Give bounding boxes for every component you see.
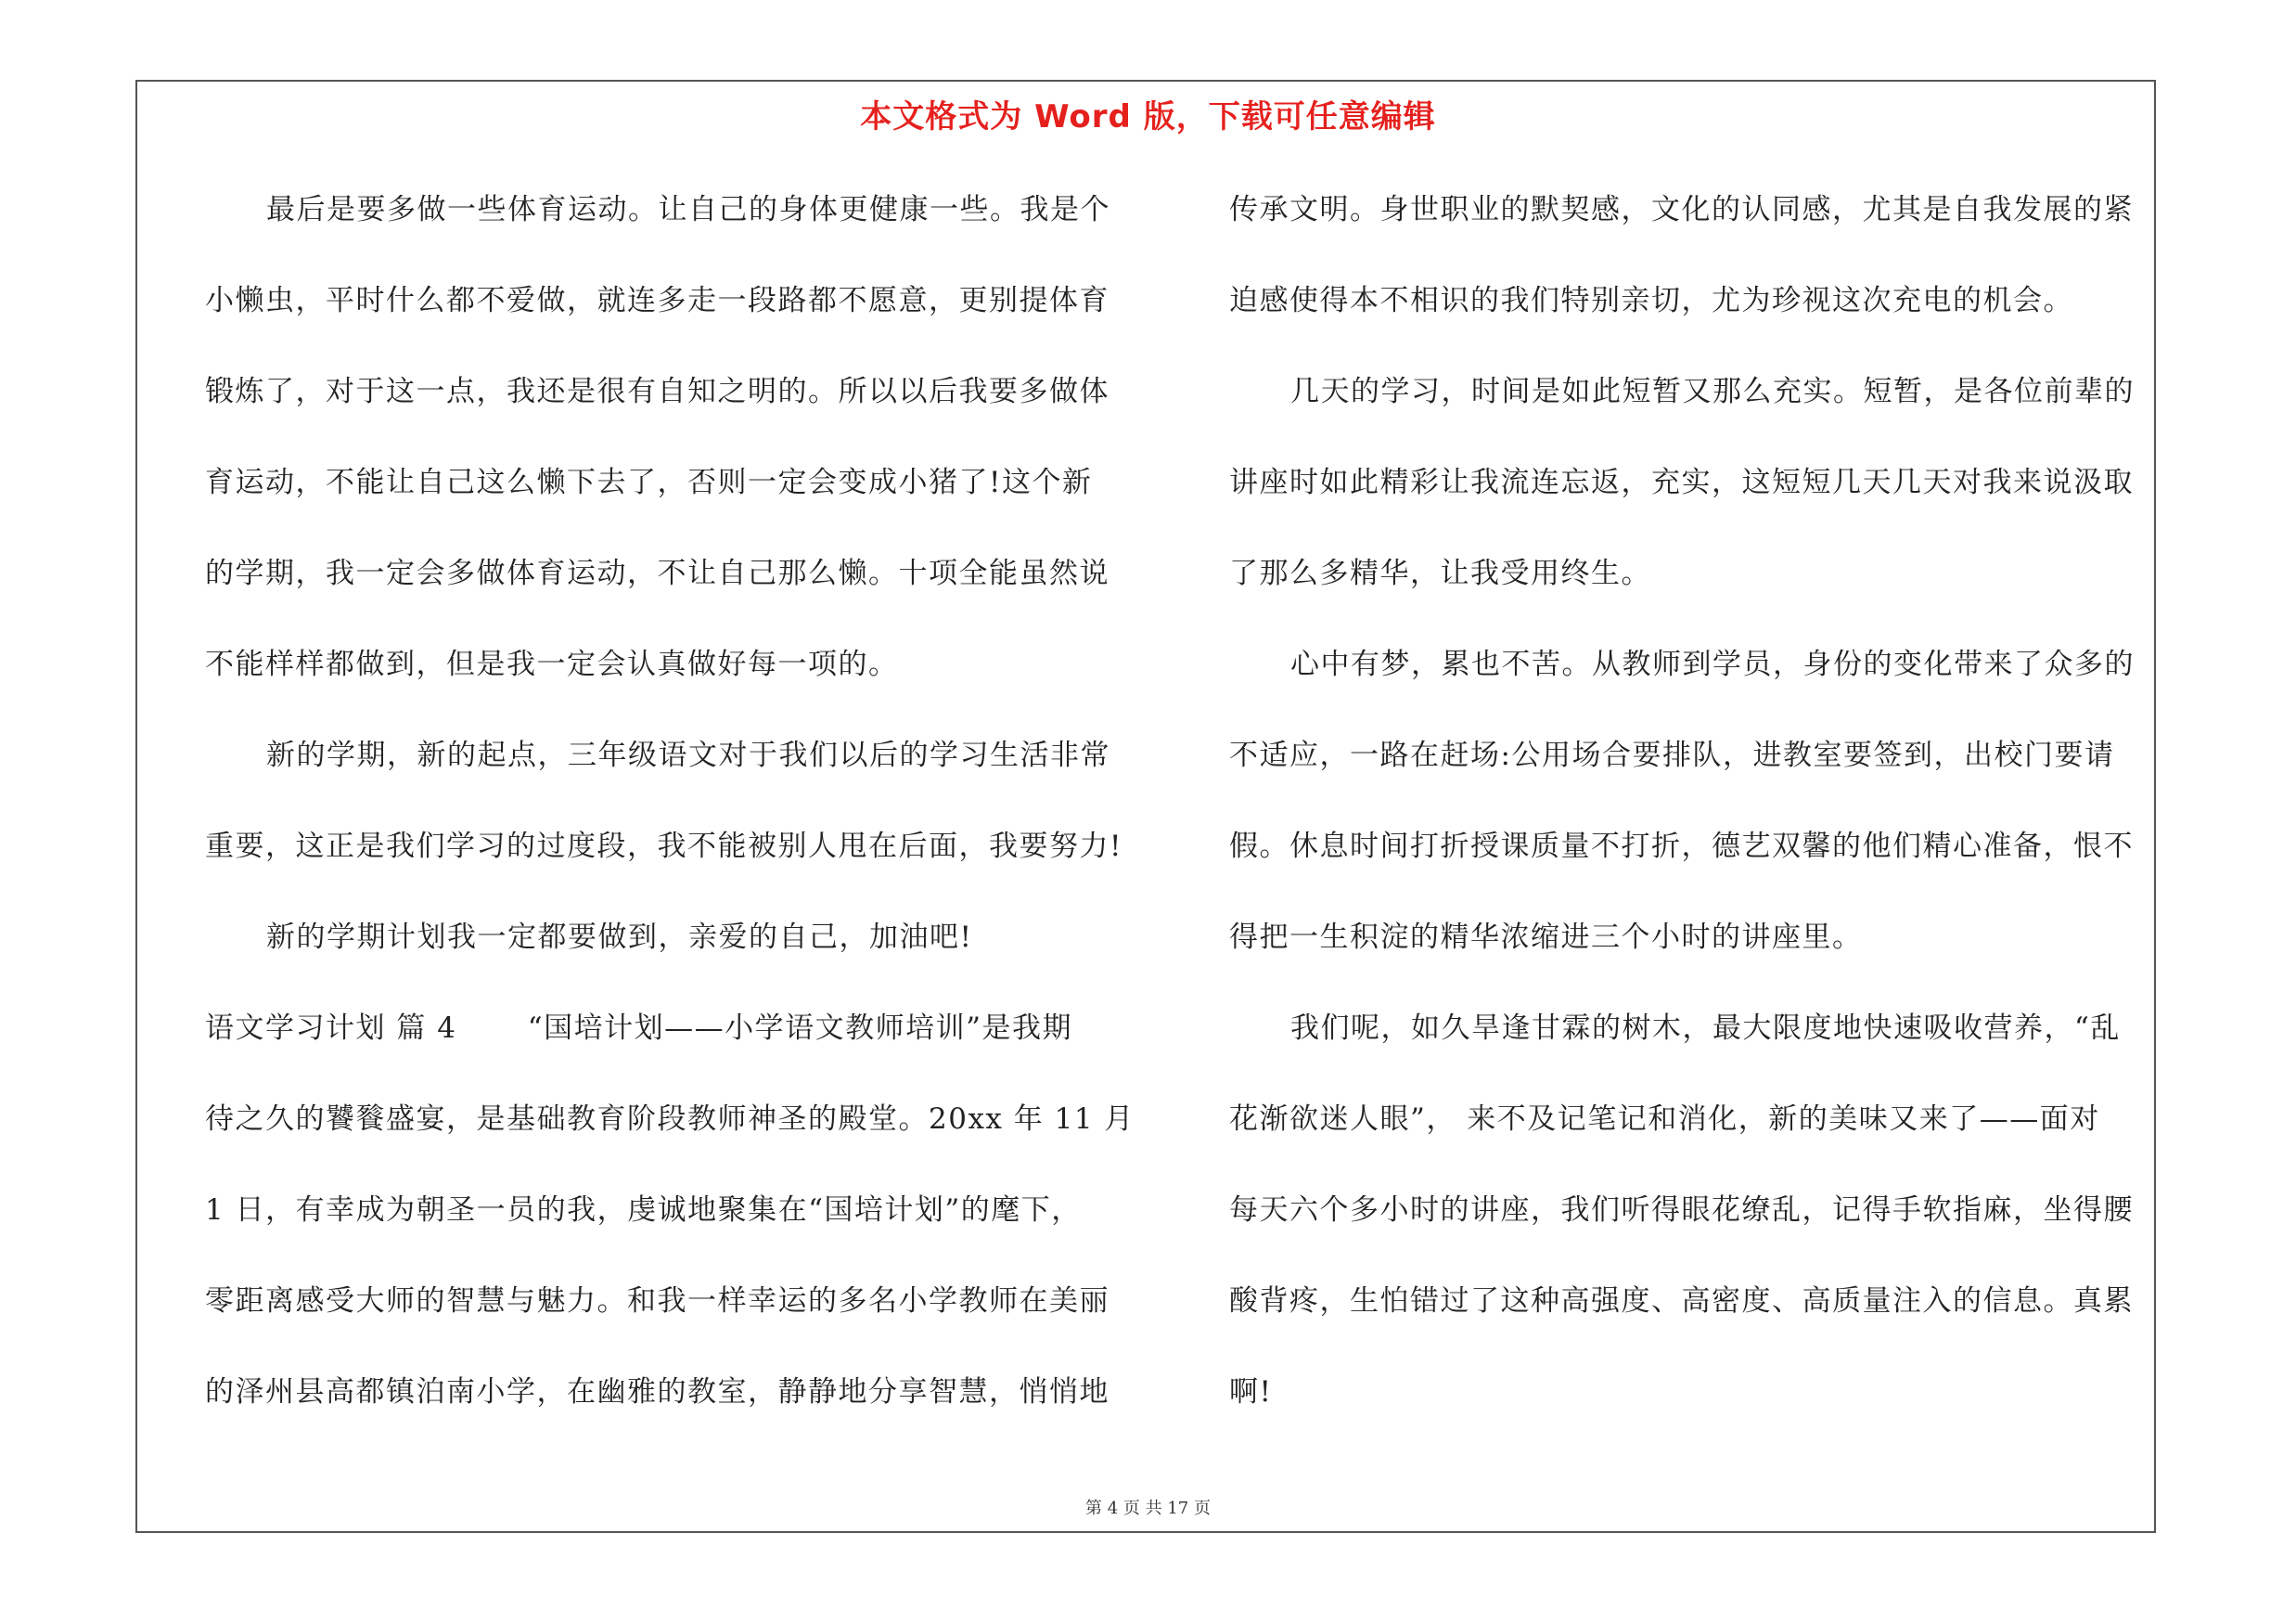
text-line: 啊! [1229, 1375, 1273, 1409]
page-footer: 第 4 页 共 17 页 [1085, 1499, 1211, 1518]
text-line: 酸背疼，生怕错过了这种高强度、高密度、高质量注入的信息。真累 [1229, 1284, 2134, 1318]
text-line: 待之久的饕餮盛宴，是基础教育阶段教师神圣的殿堂。20xx 年 11 月 [205, 1102, 1135, 1136]
text-line: 的学期，我一定会多做体育运动，不让自己那么懒。十项全能虽然说 [205, 557, 1110, 590]
text-line: 1 日，有幸成为朝圣一员的我，虔诚地聚集在“国培计划”的麾下， [205, 1193, 1082, 1227]
text-line: 每天六个多小时的讲座，我们听得眼花缭乱，记得手软指麻，坐得腰 [1229, 1193, 2134, 1227]
text-line: 重要，这正是我们学习的过度段，我不能被别人甩在后面，我要努力! [205, 830, 1122, 863]
text-line: 小懒虫，平时什么都不爱做，就连多走一段路都不愿意，更别提体育 [205, 284, 1110, 317]
text-line: 讲座时如此精彩让我流连忘返，充实，这短短几天几天对我来说汲取 [1229, 466, 2134, 499]
format-banner: 本文格式为 Word 版，下载可任意编辑 [860, 98, 1436, 135]
text-line: 迫感使得本不相识的我们特别亲切，尤为珍视这次充电的机会。 [1229, 284, 2073, 317]
text-line: 几天的学习，时间是如此短暂又那么充实。短暂，是各位前辈的 [1290, 375, 2135, 408]
text-line: 得把一生积淀的精华浓缩进三个小时的讲座里。 [1229, 921, 1863, 954]
text-line: 新的学期计划我一定都要做到，亲爱的自己，加油吧! [266, 921, 973, 954]
text-line: 传承文明。身世职业的默契感，文化的认同感，尤其是自我发展的紧 [1229, 193, 2134, 226]
text-line: 零距离感受大师的智慧与魅力。和我一样幸运的多名小学教师在美丽 [205, 1284, 1110, 1318]
left-column [205, 179, 1135, 1452]
text-line: 的泽州县高都镇泊南小学，在幽雅的教室，静静地分享智慧，悄悄地 [205, 1375, 1110, 1409]
text-line: 语文学习计划 篇 4 “国培计划——小学语文教师培训”是我期 [205, 1011, 1072, 1045]
text-line: 心中有梦，累也不苦。从教师到学员，身份的变化带来了众多的 [1290, 648, 2135, 681]
text-line: 我们呢，如久旱逢甘霖的树木，最大限度地快速吸收营养，“乱 [1290, 1011, 2121, 1045]
text-line: 花渐欲迷人眼”， 来不及记笔记和消化，新的美味又来了——面对 [1229, 1102, 2100, 1136]
text-line: 新的学期，新的起点，三年级语文对于我们以后的学习生活非常 [266, 739, 1110, 772]
text-line: 了那么多精华，让我受用终生。 [1229, 557, 1651, 590]
text-line: 锻炼了，对于这一点，我还是很有自知之明的。所以以后我要多做体 [205, 375, 1110, 408]
text-line: 不适应，一路在赶场:公用场合要排队，进教室要签到，出校门要请 [1229, 739, 2115, 772]
right-column [1229, 179, 2148, 1452]
text-line: 育运动，不能让自己这么懒下去了，否则一定会变成小猪了!这个新 [205, 466, 1093, 499]
text-line: 不能样样都做到，但是我一定会认真做好每一项的。 [205, 648, 899, 681]
text-line: 假。休息时间打折授课质量不打折，德艺双馨的他们精心准备，恨不 [1229, 830, 2134, 863]
text-line: 最后是要多做一些体育运动。让自己的身体更健康一些。我是个 [266, 193, 1110, 226]
